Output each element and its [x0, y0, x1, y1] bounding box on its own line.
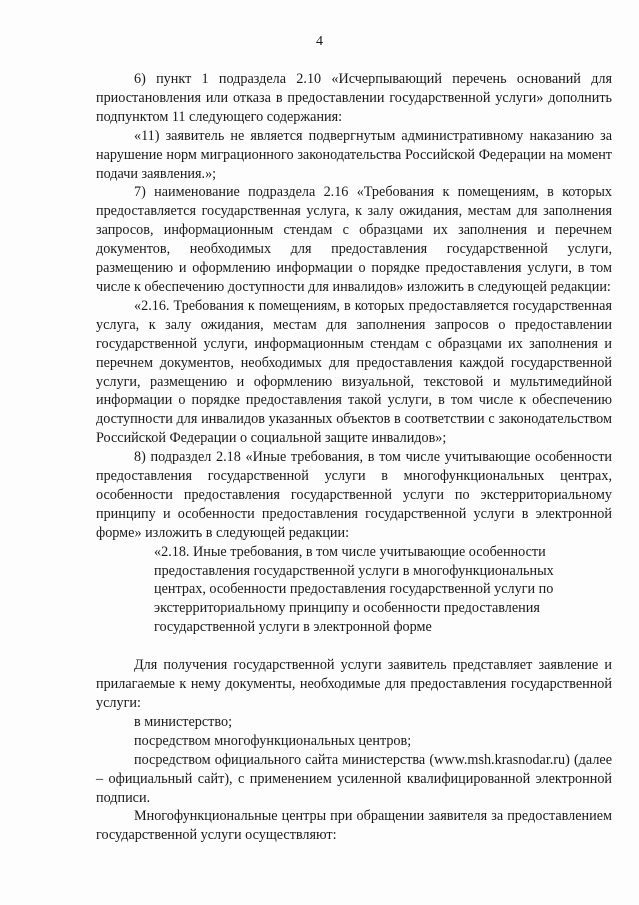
list-item-ministry: в министерство; [134, 713, 233, 730]
heading-line: предоставления государственной услуги в многофункциональных [154, 562, 554, 579]
heading-line: экстерриториальному принципу и особенности предоставления [154, 600, 540, 617]
list-item-official-site: посредством официального сайта министерства (www.msh.krasnodar.ru) (далее – официальный сайт), с применением усиленной квалифицированной электронной подписи. [96, 751, 612, 806]
heading-line: государственной услуги в электронной форме [154, 619, 432, 636]
document-body [96, 70, 612, 845]
paragraph-item-8: 8) подраздел 2.18 «Иные требования, в том числе учитывающие особенности предоставления государственной услуги в многофункциональных центрах, особенности предоставления государственной услуги по экстерриториальному принципу и особенности предоставления государственной услуги в электронной форме» изложить в следующей редакции: [96, 449, 612, 541]
paragraph-mfc-functions: Многофункциональные центры при обращении заявителя за предоставлением государственной услуги осуществляют: [96, 808, 612, 844]
paragraph-item-6: 6) пункт 1 подраздела 2.10 «Исчерпывающий перечень оснований для приостановления или отказа в предоставлении государственной услуги» дополнить подпунктом 11 следующего содержания: [96, 71, 612, 125]
heading-line: «2.18. Иные требования, в том числе учитывающие особенности [154, 543, 546, 560]
spacer [96, 637, 612, 656]
paragraph-subitem-11: «11) заявитель не является подвергнутым административному наказанию за нарушение норм миграционного законодательства Российской Федерации на момент подачи заявления.»; [96, 127, 612, 182]
page-number: 4 [316, 34, 323, 49]
list-item-mfc: посредством многофункциональных центров; [134, 732, 412, 749]
section-heading-2-18 [96, 543, 612, 638]
paragraph-item-7: 7) наименование подраздела 2.16 «Требования к помещениям, в которых предоставляется государственная услуга, к залу ожидания, местам для заполнения запросов, информационным стендам с образцами их заполнения и перечнем документов, необходимых для предоставления государственной услуги, размещению и оформлению информации о порядке предоставления услуги, в том числе к обеспечению доступности для инвалидов» изложить в следующей редакции: [96, 184, 612, 295]
paragraph-section-2-16: «2.16. Требования к помещениям, в которых предоставляется государственная услуга, к залу ожидания, местам для заполнения запросов о предоставлении государственной услуги, информационным стендам с образцами их заполнения и перечнем документов, необходимых для предоставления каждой государственной услуги, размещению и оформлению визуальной, текстовой и мультимедийной информации о порядке предоставления такой услуги, в том числе к обеспечению доступности для инвалидов указанных объектов в соответствии с законодательством Российской Федерации о социальной защите инвалидов»; [96, 297, 612, 447]
paragraph-application: Для получения государственной услуги заявитель представляет заявление и прилагаемые к нему документы, необходимые для предоставления государственной услуги: [96, 657, 612, 711]
heading-line: центрах, особенности предоставления государственной услуги по [154, 581, 554, 598]
